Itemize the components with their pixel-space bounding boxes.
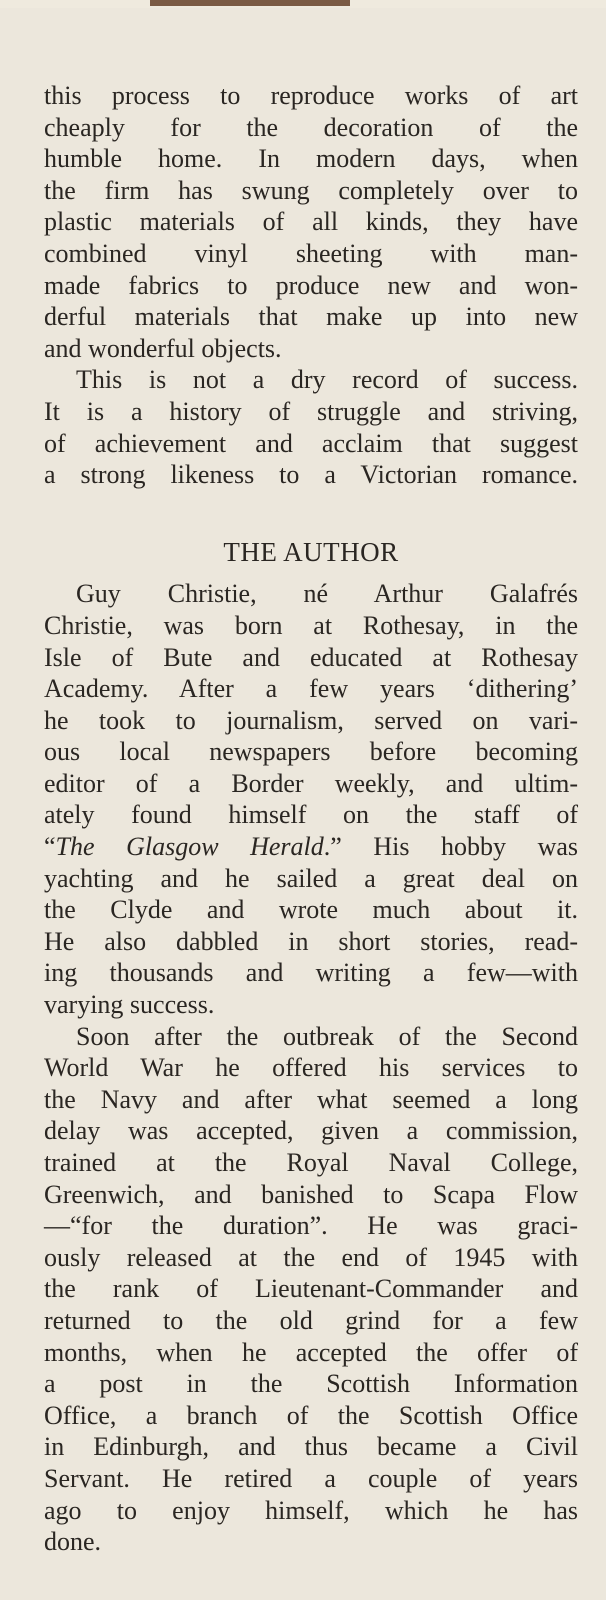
text-line: a post in the Scottish Information [44, 1369, 578, 1399]
text-line: months, when he accepted the offer of [44, 1337, 578, 1367]
summary-paragraph [44, 364, 578, 490]
text-line: Christie, was born at Rothesay, in the [44, 610, 578, 640]
text-line: trained at the Royal Naval College, [44, 1148, 578, 1177]
text-line: plastic materials of all kinds, they have [44, 207, 578, 237]
page-top-edge [0, 0, 606, 8]
text-line: ous local newspapers before becoming [44, 737, 578, 767]
text-line: the Clyde and wrote much about it. [44, 895, 578, 925]
text-line: returned to the old grind for a few [44, 1305, 578, 1335]
text-line: the firm has swung completely over to [44, 175, 578, 205]
text-line: he took to journalism, served on vari- [44, 705, 578, 735]
text-line-newspaper [44, 831, 578, 863]
intro-paragraph [44, 80, 578, 364]
open-quote: “ [44, 832, 56, 862]
text-line: He also dabbled in short stories, read- [44, 926, 578, 956]
author-paragraph-2 [44, 1021, 578, 1558]
text-line: in Edinburgh, and thus became a Civil [44, 1432, 578, 1462]
text-line: editor of a Border weekly, and ultim- [44, 768, 578, 798]
text-line: and wonderful objects. [44, 333, 282, 363]
text-line: —“for the duration”. He was graci- [44, 1211, 578, 1241]
text-line: ing thousands and writing a few—with [44, 958, 578, 988]
binding-strip [150, 0, 350, 6]
text-line: this process to reproduce works of art [44, 81, 578, 110]
text-line: ately found himself on the staff of [44, 800, 578, 830]
text-line: made fabrics to produce new and won- [44, 270, 578, 300]
text-line: Office, a branch of the Scottish Office [44, 1400, 578, 1430]
text-line: delay was accepted, given a commission, [44, 1116, 578, 1146]
text-line: the rank of Lieutenant-Commander and [44, 1274, 578, 1304]
text-line: It is a history of struggle and striving, [44, 396, 578, 426]
text-fragment: .” His hobby was [323, 832, 578, 862]
text-line: humble home. In modern days, when [44, 144, 578, 174]
text-line: yachting and he sailed a great deal on [44, 863, 578, 893]
text-line: ously released at the end of 1945 with [44, 1242, 578, 1272]
text-line: Greenwich, and banished to Scapa Flow [44, 1179, 578, 1209]
text-line: the Navy and after what seemed a long [44, 1084, 578, 1114]
text-line: a strong likeness to a Victorian romance. [44, 460, 578, 490]
text-line: Servant. He retired a couple of years [44, 1463, 578, 1493]
text-line: Guy Christie, né Arthur Galafrés [76, 579, 578, 609]
text-line: Soon after the outbreak of the Second [76, 1021, 578, 1051]
newspaper-title: The Glasgow Herald [55, 832, 324, 862]
text-line: varying success. [44, 990, 215, 1020]
text-line: of achievement and acclaim that suggest [44, 428, 578, 458]
text-line: Isle of Bute and educated at Rothesay [44, 642, 578, 672]
text-line: This is not a dry record of success. [76, 365, 578, 395]
text-line: cheaply for the decoration of the [44, 112, 578, 142]
text-line: World War he offered his services to [44, 1053, 578, 1083]
text-line: done. [44, 1527, 102, 1557]
text-line: ago to enjoy himself, which he has [44, 1495, 578, 1525]
text-line: Academy. After a few years ‘dithering’ [44, 674, 578, 704]
author-heading: THE AUTHOR [223, 536, 399, 567]
text-line: combined vinyl sheeting with man- [44, 238, 578, 268]
text-line: derful materials that make up into new [44, 302, 578, 332]
author-paragraph-1 [44, 578, 578, 1020]
book-page [44, 80, 578, 1558]
